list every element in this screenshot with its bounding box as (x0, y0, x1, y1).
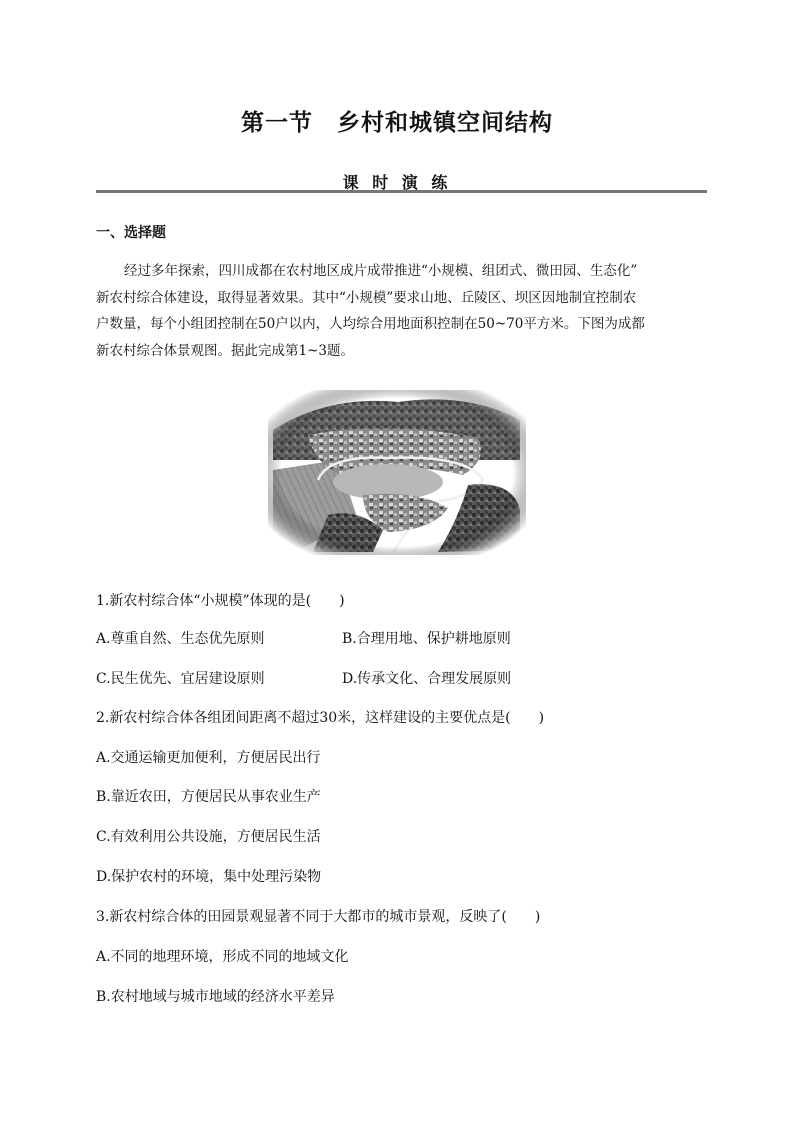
option-a: A.尊重自然、生态优先原则 (96, 631, 265, 647)
question-stem: 3.新农村综合体的田园景观显著不同于大都市的城市景观，反映了( ) (96, 909, 541, 925)
option-a: A.不同的地理环境，形成不同的地域文化 (96, 949, 349, 965)
page-subtitle: 课 时 演 练 (342, 173, 452, 192)
option-d: D.保护农村的环境，集中处理污染物 (96, 869, 322, 885)
page-title: 第一节 乡村和城镇空间结构 (241, 110, 553, 136)
option-b: B.合理用地、保护耕地原则 (342, 631, 511, 647)
option-d: D.传承文化、合理发展原则 (342, 671, 512, 687)
question-stem: 2.新农村综合体各组团间距离不超过30米，这样建设的主要优点是( ) (96, 710, 545, 726)
option-a: A.交通运输更加便利，方便居民出行 (96, 750, 321, 766)
intro-line: 户数量，每个小组团控制在50户以内，人均综合用地面积控制在50~70平方米。下图为成都 (96, 316, 645, 332)
option-c: C.民生优先、宜居建设原则 (96, 671, 265, 687)
village-landscape-photo (268, 390, 526, 555)
question-stem: 1.新农村综合体“小规模”体现的是( ) (96, 593, 345, 609)
option-c: C.有效利用公共设施，方便居民生活 (96, 829, 321, 845)
intro-line: 新农村综合体景观图。据此完成第1~3题。 (96, 342, 354, 359)
intro-line: 经过多年探索，四川成都在农村地区成片成带推进“小规模、组团式、微田园、生态化” (124, 263, 638, 279)
section-heading: 一、选择题 (96, 225, 166, 241)
intro-line: 新农村综合体建设，取得显著效果。其中“小规模”要求山地、丘陵区、坝区因地制宜控制农 (96, 289, 637, 306)
title-divider (96, 190, 707, 193)
intro-paragraph (96, 258, 708, 364)
option-b: B.靠近农田，方便居民从事农业生产 (96, 789, 321, 805)
option-b: B.农村地域与城市地域的经济水平差异 (96, 989, 335, 1005)
